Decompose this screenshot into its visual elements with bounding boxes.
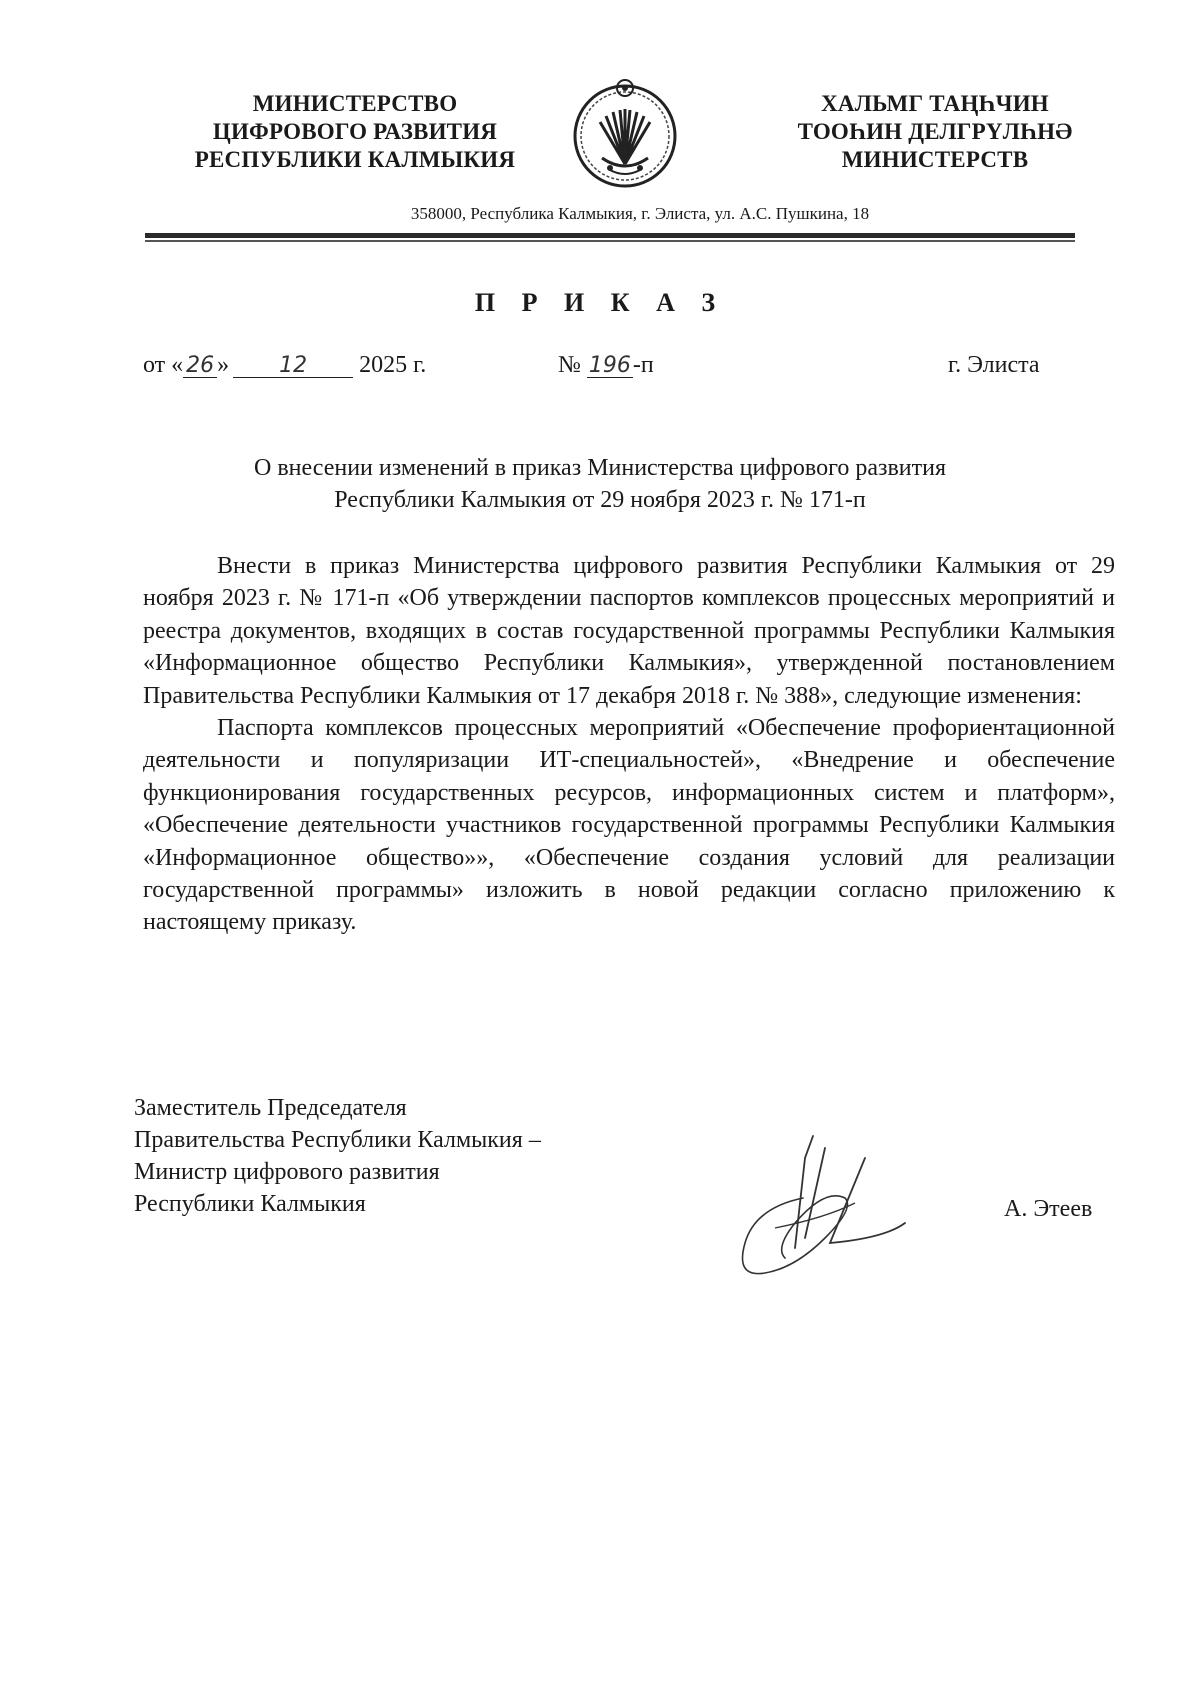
document-number bbox=[558, 352, 654, 379]
date-month: 12 bbox=[233, 355, 353, 378]
subject-line: Республики Калмыкия от 29 ноября 2023 г. № 171-п bbox=[334, 487, 866, 513]
date-year: 2025 г. bbox=[359, 352, 427, 378]
document-body bbox=[143, 550, 1115, 939]
ministry-name-line: МИНИСТЕРСТВ bbox=[841, 147, 1029, 172]
signatory-title-line: Заместитель Председателя bbox=[134, 1095, 407, 1121]
ministry-address: 358000, Республика Калмыкия, г. Элиста, ул. А.С. Пушкина, 18 bbox=[410, 204, 870, 223]
signatory-title-line: Министр цифрового развития bbox=[134, 1159, 440, 1185]
signature-icon bbox=[735, 1128, 935, 1288]
document-subject bbox=[150, 452, 1050, 516]
document-city: г. Элиста bbox=[948, 352, 1040, 378]
ministry-name-line: ТООҺИН ДЕЛГРҮЛҺНӘ bbox=[797, 119, 1073, 144]
ministry-name-line: ЦИФРОВОГО РАЗВИТИЯ bbox=[212, 119, 498, 144]
ministry-name-line: МИНИСТЕРСТВО bbox=[252, 91, 458, 116]
date-prefix: от « bbox=[143, 352, 184, 378]
subject-line: О внесении изменений в приказ Министерства цифрового развития bbox=[254, 455, 946, 481]
ministry-name-kalmyk bbox=[755, 90, 1115, 174]
signatory-name: А. Этеев bbox=[1004, 1196, 1093, 1222]
ministry-name-line: ХАЛЬМГ ТАҢҺЧИН bbox=[821, 91, 1049, 116]
ministry-name-line: РЕСПУБЛИКИ КАЛМЫКИЯ bbox=[194, 147, 516, 172]
signatory-title bbox=[134, 1092, 541, 1220]
date-day-close: » bbox=[217, 352, 230, 378]
ministry-name-russian bbox=[175, 90, 535, 174]
header-divider bbox=[145, 233, 1075, 238]
document-date bbox=[143, 352, 426, 379]
signatory-title-line: Республики Калмыкия bbox=[134, 1191, 366, 1217]
date-day: 26 bbox=[183, 355, 217, 378]
body-paragraph: Паспорта комплексов процессных мероприятий «Обеспечение профориентационной деятельности и популяризации ИТ-специальностей», «Внедрение и обеспечение функционирования государственных ресурсов, информационных систем и платформ», «Обеспечение деятельности участников государственной программы Республики Калмыкия «Информационное общество»», «Обеспечение создания условий для реализации государственной программы» изложить в новой редакции согласно приложению к настоящему приказу. bbox=[143, 715, 1115, 936]
number-suffix: -п bbox=[632, 352, 654, 378]
number-value: 196 bbox=[588, 353, 631, 378]
document-type-title: П Р И К А З bbox=[474, 288, 726, 317]
number-prefix: № bbox=[558, 352, 581, 378]
signatory-title-line: Правительства Республики Калмыкия – bbox=[134, 1127, 541, 1153]
coat-of-arms-icon bbox=[570, 74, 680, 194]
header-divider-thin bbox=[145, 240, 1075, 242]
body-paragraph: Внести в приказ Министерства цифрового развития Республики Калмыкия от 29 ноября 2023 г. № 171-п «Об утверждении паспортов комплексов процессных мероприятий и реестра документов, входящих в состав государственной программы Республики Калмыкия «Информационное общество Республики Калмыкия», утвержденной постановлением Правительства Республики Калмыкия от 17 декабря 2018 г. № 388», следующие изменения: bbox=[143, 553, 1115, 709]
